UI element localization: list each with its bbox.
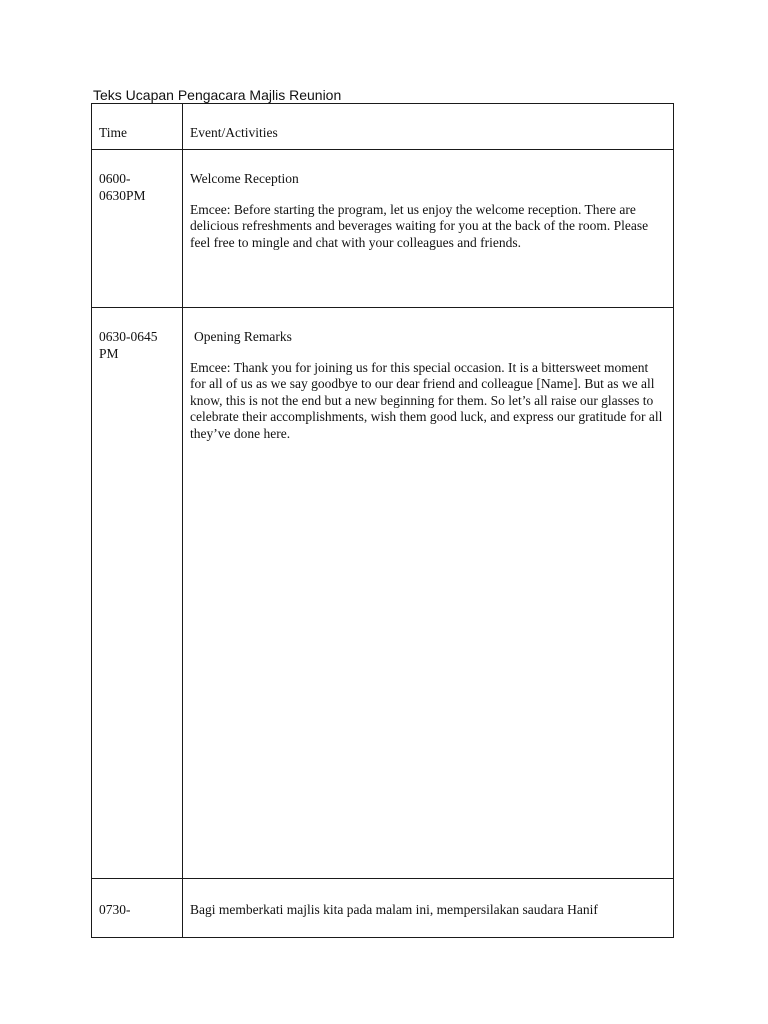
time-cell: [92, 879, 183, 938]
table-row-blessing: [92, 879, 674, 938]
event-body: Bagi memberkati majlis kita pada malam ini, mempersilakan saudara Hanif: [190, 902, 598, 917]
event-title: Opening Remarks: [194, 329, 292, 344]
header-cell-time: [92, 104, 183, 150]
time-text: 0600- 0630PM: [99, 171, 146, 203]
document-title: Teks Ucapan Pengacara Majlis Reunion: [93, 87, 342, 103]
time-cell: [92, 150, 183, 308]
event-body: Emcee: Before starting the program, let us enjoy the welcome reception. There are delicious refreshments and beverages waiting for you at the back of the room. Please feel free to mingle and chat with your colleagues and friends.: [190, 201, 649, 250]
table-row-welcome-reception: [92, 150, 674, 308]
header-cell-event: [183, 104, 674, 150]
schedule-table: [91, 103, 674, 938]
event-cell: [183, 150, 674, 308]
header-time-label: Time: [99, 125, 128, 140]
time-text: 0730-: [99, 902, 131, 917]
event-cell: [183, 308, 674, 879]
event-cell: [183, 879, 674, 938]
event-body: Emcee: Thank you for joining us for this special occasion. It is a bittersweet moment for all of us as we say goodbye to our dear friend and colleague [Name]. But as we all know, this is not the end but a new beginning for them. So let’s all raise our glasses to celebrate their accomplishments, wish them good luck, and express our gratitude for all they’ve done here.: [190, 359, 663, 441]
time-cell: [92, 308, 183, 879]
table-row-opening-remarks: [92, 308, 674, 879]
header-event-label: Event/Activities: [190, 125, 278, 140]
event-title: Welcome Reception: [190, 171, 299, 186]
time-text: 0630-0645 PM: [99, 329, 158, 361]
table-header-row: [92, 104, 674, 150]
